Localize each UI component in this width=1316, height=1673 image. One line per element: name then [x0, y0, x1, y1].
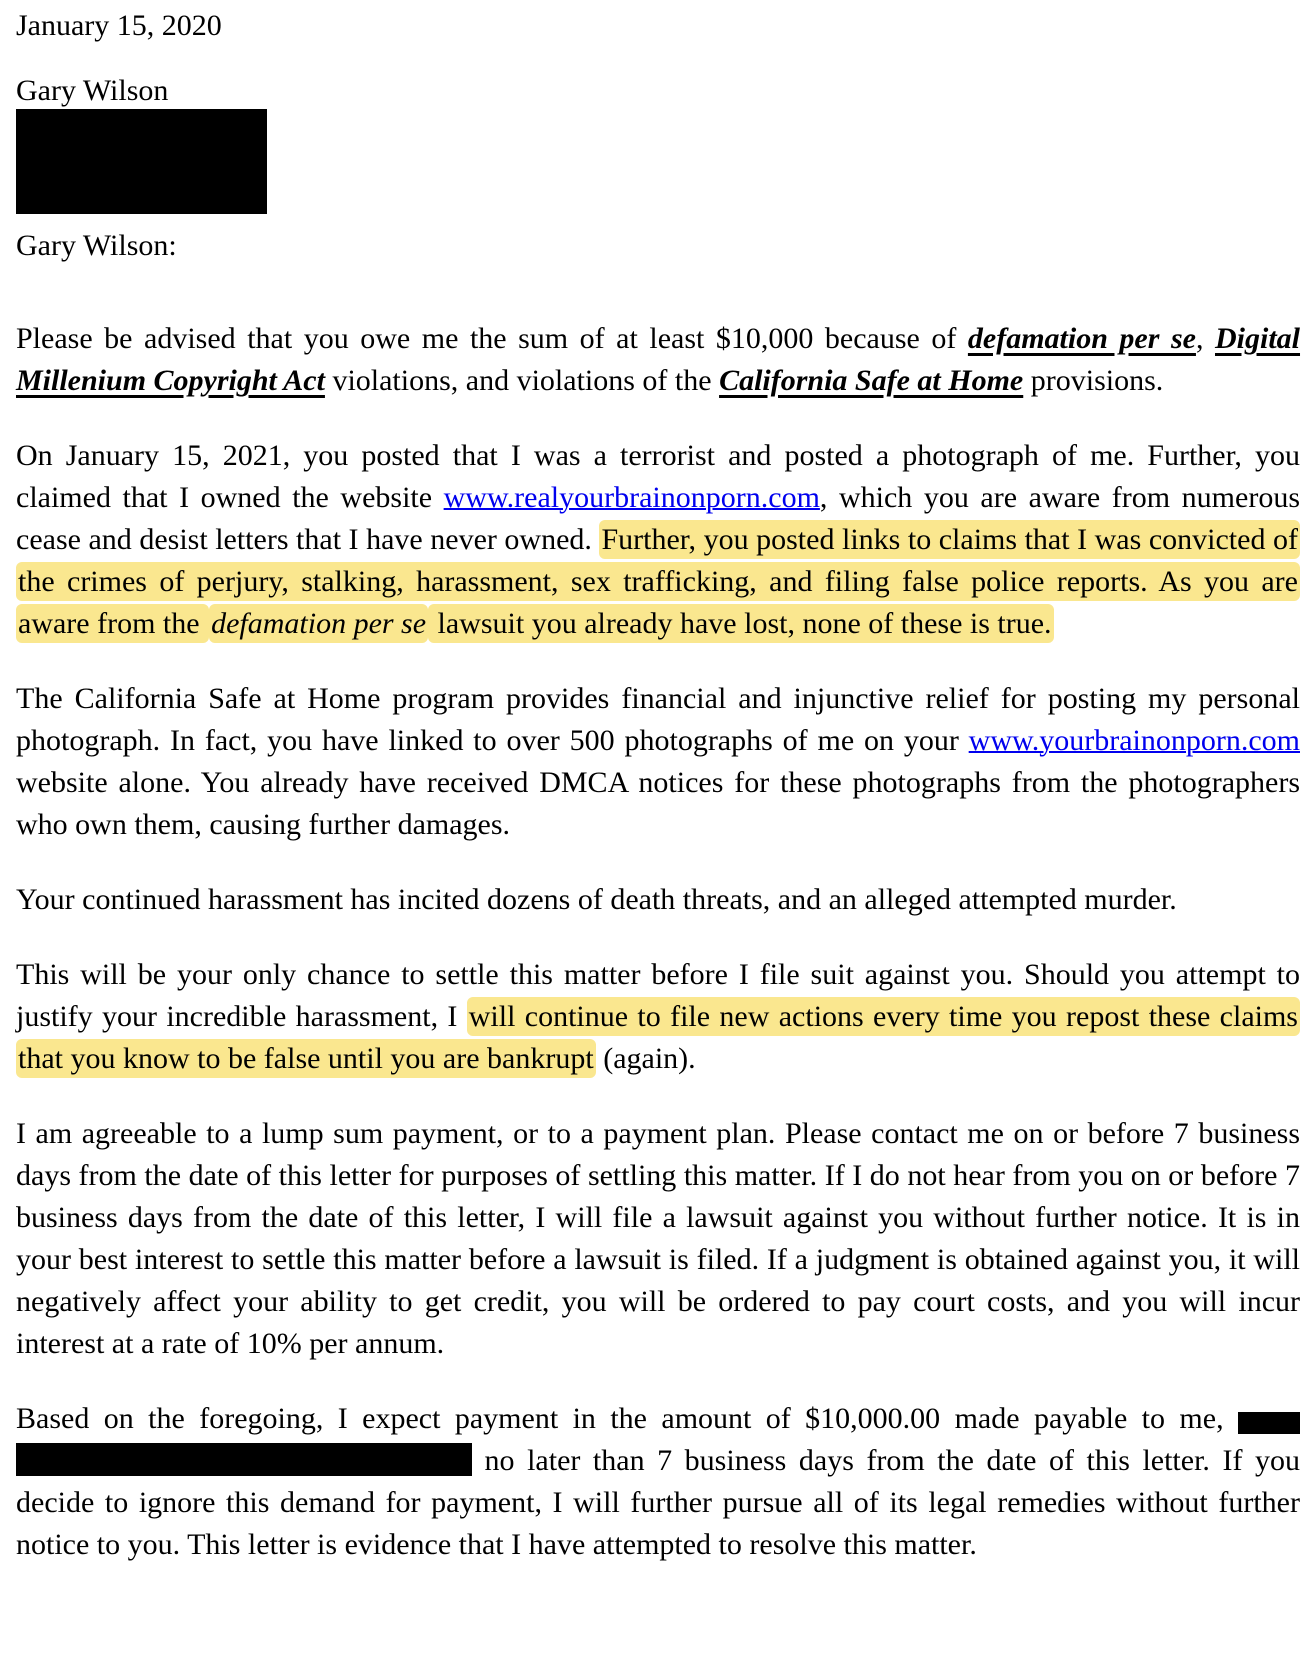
redacted-payee-1	[1238, 1412, 1300, 1434]
letter-paragraph	[16, 1398, 1300, 1566]
letter-paragraph	[16, 879, 1300, 921]
text-run: Further, you posted links to claims that I was convicted of the crimes of perjury, stalking, harassment, sex trafficking, and filing false police reports. As you are aware from the	[16, 520, 1300, 643]
text-run: website alone. You already have received DMCA notices for these photographs from the photographers who own them, causing further damages.	[16, 766, 1300, 841]
text-run: Please be advised that you owe me the sum of at least $10,000 because of	[16, 322, 968, 355]
letter-paragraph	[16, 318, 1300, 402]
text-run: Based on the foregoing, I expect payment in the amount of $10,000.00 made payable to me,	[16, 1402, 1238, 1435]
text-run: , which you are aware from numerous cease and desist letters that I have never owned.	[16, 481, 1300, 556]
text-run: ,	[1195, 322, 1215, 355]
text-run: no later than 7 business days from the date of this letter. If you decide to ignore this demand for payment, I will further pursue all of its legal remedies without further notice to you. This letter is evidence that I have attempted to resolve this matter.	[16, 1444, 1300, 1561]
letter-paragraph	[16, 954, 1300, 1080]
text-run: violations, and violations of the	[324, 364, 720, 397]
text-run: defamation per se	[209, 604, 428, 643]
letter-paragraph	[16, 678, 1300, 846]
text-run: The California Safe at Home program provides financial and injunctive relief for posting my personal photograph. In fact, you have linked to over 500 photographs of me on your	[16, 682, 1300, 757]
link-yourbrainonporn[interactable]: www.yourbrainonporn.com	[968, 724, 1300, 757]
text-run: California Safe at Home	[719, 364, 1024, 397]
redacted-payee-2	[16, 1443, 472, 1476]
salutation: Gary Wilson:	[16, 229, 177, 262]
recipient-name: Gary Wilson	[16, 74, 169, 107]
text-run: This will be your only chance to settle this matter before I file suit against you. Should you attempt to justify your incredible harassment, I	[16, 958, 1300, 1033]
redacted-address-block	[16, 109, 267, 214]
letter-paragraph	[16, 435, 1300, 645]
letter-paragraph	[16, 1113, 1300, 1365]
text-run: I am agreeable to a lump sum payment, or to a payment plan. Please contact me on or before 7 business days from the date of this letter for purposes of settling this matter. If I do not hear from you on or before 7 business days from the date of this letter, I will file a lawsuit against you without further notice. It is in your best interest to settle this matter before a lawsuit is filed. If a judgment is obtained against you, it will negatively affect your ability to get credit, you will be ordered to pay court costs, and you will incur interest at a rate of 10% per annum.	[16, 1117, 1300, 1360]
text-run: Your continued harassment has incited dozens of death threats, and an alleged attempted murder.	[16, 883, 1177, 916]
text-run: (again).	[595, 1042, 696, 1075]
text-run: provisions.	[1023, 364, 1164, 397]
text-run: Digital Millenium Copyright Act	[16, 322, 1301, 397]
letter-date: January 15, 2020	[16, 9, 222, 42]
text-run: On January 15, 2021, you posted that I was a terrorist and posted a photograph of me. Further, you claimed that I owned the website	[16, 439, 1300, 514]
text-run: will continue to file new actions every time you repost these claims that you know to be false until you are bankrupt	[16, 997, 1300, 1078]
text-run: defamation per se	[967, 322, 1196, 355]
text-run: lawsuit you already have lost, none of these is true.	[428, 604, 1054, 643]
letter-body	[16, 318, 1300, 1566]
link-realyourbrainonporn[interactable]: www.realyourbrainonporn.com	[443, 481, 820, 514]
